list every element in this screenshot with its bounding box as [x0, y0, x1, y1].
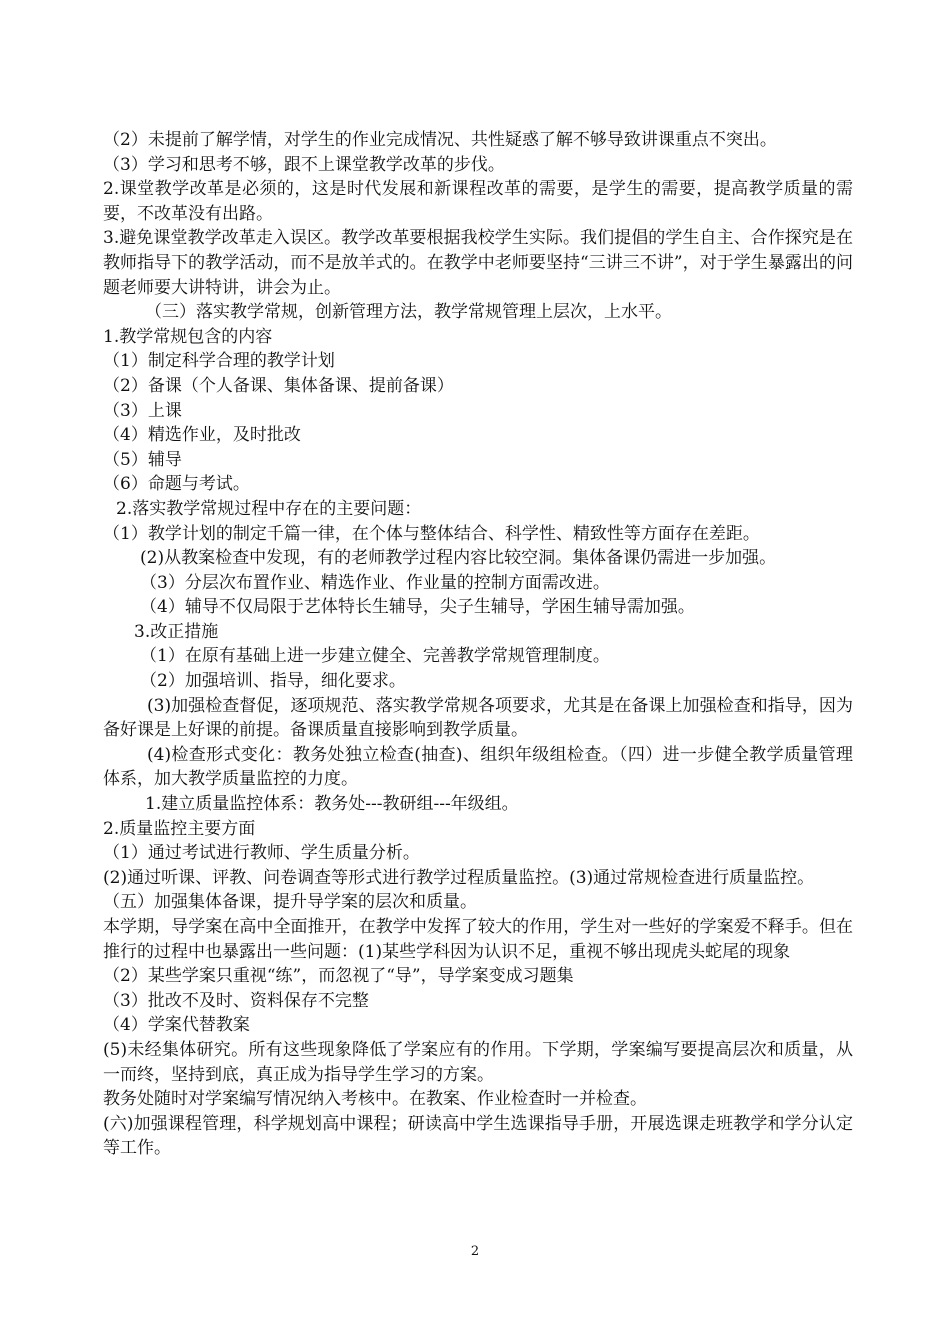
- page-number: 2: [470, 1244, 480, 1259]
- list-item: (2)通过听课、评教、问卷调查等形式进行教学过程质量监控。(3)通过常规检查进行质量监控。: [103, 867, 815, 888]
- paragraph: 本学期，导学案在高中全面推开，在教学中发挥了较大的作用，学生对一些好的学案爱不释手。但在推行的过程中也暴露出一些问题：(1)某些学科因为认识不足，重视不够出现虎头蛇尾的现象: [103, 917, 853, 962]
- list-item: （4）精选作业，及时批改: [103, 425, 301, 446]
- paragraph: 3.改正措施: [134, 621, 219, 642]
- section-heading: （五）加强集体备课，提升导学案的层次和质量。: [103, 892, 477, 913]
- section-heading: （三）落实教学常规，创新管理方法，教学常规管理上层次，上水平。: [145, 302, 672, 323]
- paragraph: 1.教学常规包含的内容: [103, 326, 273, 347]
- list-item: （4）学案代替教案: [103, 1015, 250, 1036]
- list-item: （1）教学计划的制定千篇一律，在个体与整体结合、科学性、精致性等方面存在差距。: [103, 523, 760, 544]
- list-item: （3）上课: [103, 400, 182, 421]
- list-item: （1）制定科学合理的教学计划: [103, 351, 335, 372]
- paragraph: （2）未提前了解学情，对学生的作业完成情况、共性疑惑了解不够导致讲课重点不突出。: [103, 130, 777, 150]
- paragraph: 3.避免课堂教学改革走入误区。教学改革要根据我校学生实际。我们提倡的学生自主、合作探究是在教师指导下的教学活动，而不是放羊式的。在教学中老师要坚持“三讲三不讲”，对于学生暴露出的问题老师要大讲特讲，讲会为止。: [103, 228, 853, 298]
- paragraph: 教务处随时对学案编写情况纳入考核中。在教案、作业检查时一并检查。: [103, 1089, 647, 1110]
- list-item: （6）命题与考试。: [103, 474, 250, 495]
- list-item: （5）辅导: [103, 449, 182, 470]
- paragraph: 2.落实教学常规过程中存在的主要问题：: [116, 498, 422, 519]
- list-item: （2）加强培训、指导，细化要求。: [140, 671, 406, 692]
- paragraph: 2.课堂教学改革是必须的，这是时代发展和新课程改革的需要，是学生的需要，提高教学质量的需要，不改革没有出路。: [103, 179, 853, 224]
- list-item: (2)从教案检查中发现，有的老师教学过程内容比较空洞。集体备课仍需进一步加强。: [140, 548, 777, 569]
- list-item: (4)检查形式变化：教务处独立检查(抽查)、组织年级组检查。（四）进一步健全教学质量管理体系，加大教学质量监控的力度。: [103, 744, 853, 790]
- list-item: （2）备课（个人备课、集体备课、提前备课）: [103, 375, 454, 396]
- list-item: （2）某些学案只重视“练”，而忽视了“导”，导学案变成习题集: [103, 966, 574, 987]
- paragraph: （3）学习和思考不够，跟不上课堂教学改革的步伐。: [103, 154, 505, 175]
- paragraph: (六)加强课程管理，科学规划高中课程；研读高中学生选课指导手册，开展选课走班教学和学分认定等工作。: [103, 1113, 853, 1159]
- list-item: （4）辅导不仅局限于艺体特长生辅导，尖子生辅导，学困生辅导需加强。: [140, 597, 695, 618]
- list-item: (5)未经集体研究。所有这些现象降低了学案应有的作用。下学期，学案编写要提高层次和质量，从一而终，坚持到底，真正成为指导学生学习的方案。: [103, 1039, 853, 1085]
- list-item: （3）分层次布置作业、精选作业、作业量的控制方面需改进。: [140, 572, 610, 593]
- list-item: （1）在原有基础上进一步建立健全、完善教学常规管理制度。: [140, 646, 610, 667]
- list-item: （1）通过考试进行教师、学生质量分析。: [103, 843, 420, 864]
- paragraph: 1.建立质量监控体系：教务处---教研组---年级组。: [145, 794, 519, 815]
- paragraph: 2.质量监控主要方面: [103, 818, 256, 839]
- list-item: （3）批改不及时、资料保存不完整: [103, 990, 369, 1011]
- body-text: [103, 128, 853, 1161]
- list-item: (3)加强检查督促，逐项规范、落实教学常规各项要求，尤其是在备课上加强检查和指导，因为备好课是上好课的前提。备课质量直接影响到教学质量。: [103, 695, 853, 741]
